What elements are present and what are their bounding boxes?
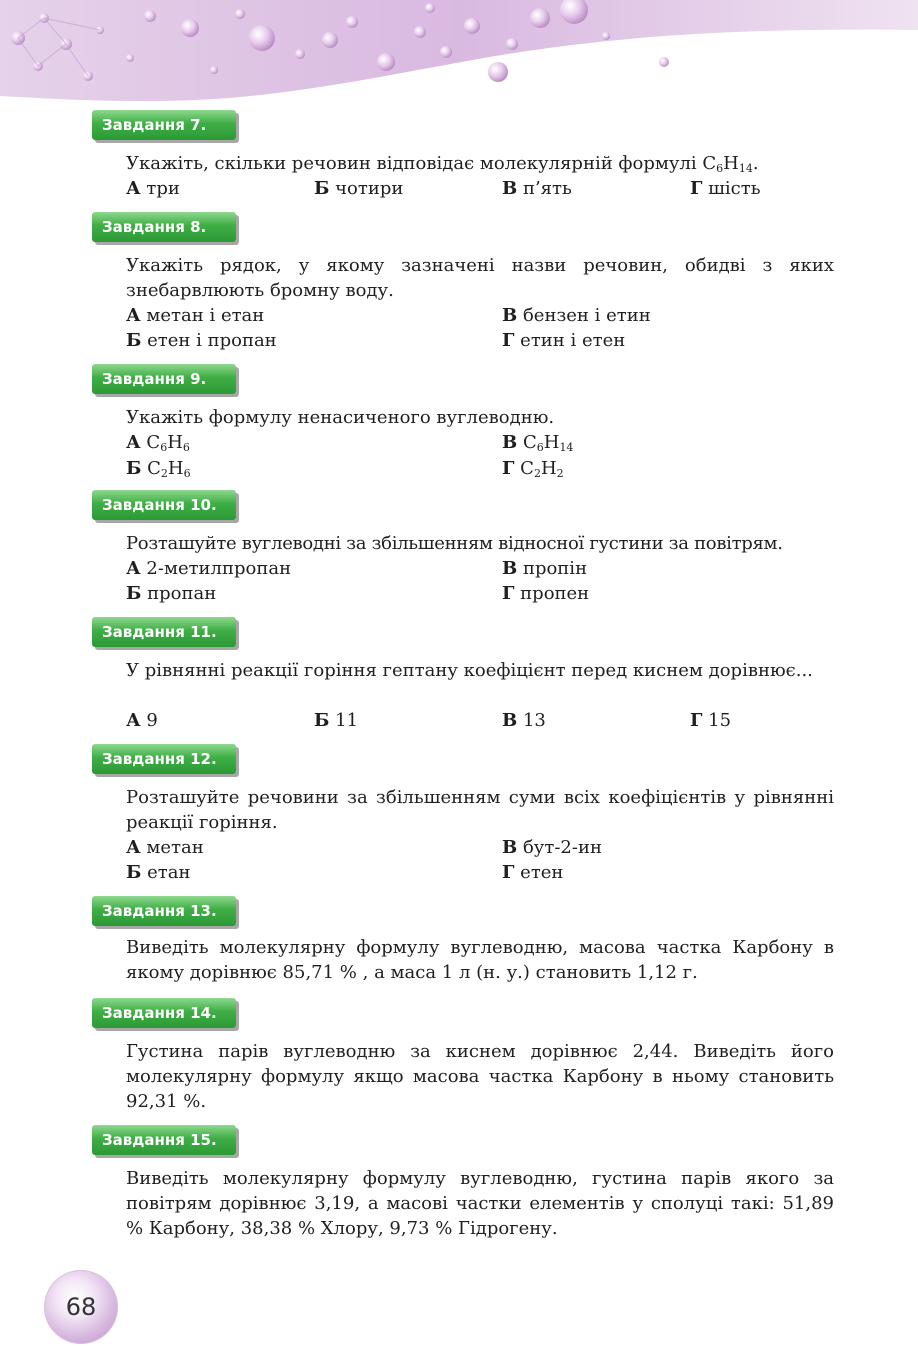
- task-10-option-g: Г пропен: [502, 583, 590, 604]
- task-10-question: Розташуйте вуглеводні за збільшенням відносної густини за повітрям.: [126, 533, 783, 554]
- task-12-option-a: А метан: [126, 837, 204, 858]
- task-8-option-b: Б етен і пропан: [126, 330, 277, 351]
- task-8-badge: Завдання 8.: [92, 212, 236, 242]
- task-10-option-a: А 2-метилпропан: [126, 558, 292, 579]
- task-7-option-v: В п’ять: [502, 178, 572, 199]
- task-8-option-g: Г етин і етен: [502, 330, 626, 351]
- task-10-option-b: Б пропан: [126, 583, 217, 604]
- task-7-option-b: Б чотири: [314, 178, 404, 199]
- task-9-option-a: А $C_6H_6$: [126, 432, 190, 454]
- task-14-badge: Завдання 14.: [92, 998, 236, 1028]
- task-10-badge: Завдання 10.: [92, 490, 236, 520]
- header-decoration: [0, 0, 918, 110]
- task-7-option-g: Г шість: [690, 178, 761, 199]
- task-13-question: Виведіть молекулярну формулу вуглеводню, масова частка Карбону в якому дорівнює 85,71 % , а маса 1 л (н. у.) становить 1,12 г.: [126, 937, 834, 983]
- task-9-question: Укажіть формулу ненасиченого вуглеводню.: [126, 407, 555, 428]
- task-15-question: Виведіть молекулярну формулу вуглеводню, густина парів якого за повітрям дорівнює 3,19, а масові частки елементів у сполуці такі: 51,89 % Карбону, 38,38 % Хлору, 9,73 % Гідрогену.: [126, 1168, 834, 1239]
- task-9-option-g: Г $C_2H_2$: [502, 458, 564, 480]
- task-12-question: Розташуйте речовини за збільшенням суми всіх коефіцієнтів у рівнянні реакції горіння.: [126, 787, 834, 833]
- task-7-badge: Завдання 7.: [92, 110, 236, 140]
- task-12-option-v: В бут-2-ин: [502, 837, 602, 858]
- task-11-option-b: Б 11: [314, 710, 359, 731]
- task-9-option-v: В $C_6H_{14}$: [502, 432, 574, 454]
- task-12-option-b: Б етан: [126, 862, 191, 883]
- task-9-option-b: Б $C_2H_6$: [126, 458, 191, 480]
- task-9-badge: Завдання 9.: [92, 364, 236, 394]
- task-11-option-a: А 9: [126, 710, 158, 731]
- task-14-question: Густина парів вуглеводню за киснем дорівнює 2,44. Виведіть його молекулярну формулу якщо масова частка Карбону в ньому становить 92,31 %.: [126, 1041, 834, 1112]
- page-number: 68: [44, 1270, 118, 1344]
- task-8-question: Укажіть рядок, у якому зазначені назви речовин, обидві з яких знебарвлюють бромну воду.: [126, 255, 834, 301]
- task-12-option-g: Г етен: [502, 862, 564, 883]
- task-11-option-g: Г 15: [690, 710, 732, 731]
- task-10-option-v: В пропін: [502, 558, 588, 579]
- task-11-question: У рівнянні реакції горіння гептану коефіцієнт перед киснем дорівнює...: [126, 660, 813, 681]
- task-15-badge: Завдання 15.: [92, 1125, 236, 1155]
- task-11-badge: Завдання 11.: [92, 617, 236, 647]
- task-8-option-v: В бензен і етин: [502, 305, 651, 326]
- task-13-badge: Завдання 13.: [92, 896, 236, 926]
- task-7-question: Укажіть, скільки речовин відповідає молекулярній формулі $C_6H_{14}$.: [126, 153, 759, 175]
- task-12-badge: Завдання 12.: [92, 744, 236, 774]
- task-8-option-a: А метан і етан: [126, 305, 265, 326]
- task-7-option-a: А три: [126, 178, 180, 199]
- task-11-option-v: В 13: [502, 710, 546, 731]
